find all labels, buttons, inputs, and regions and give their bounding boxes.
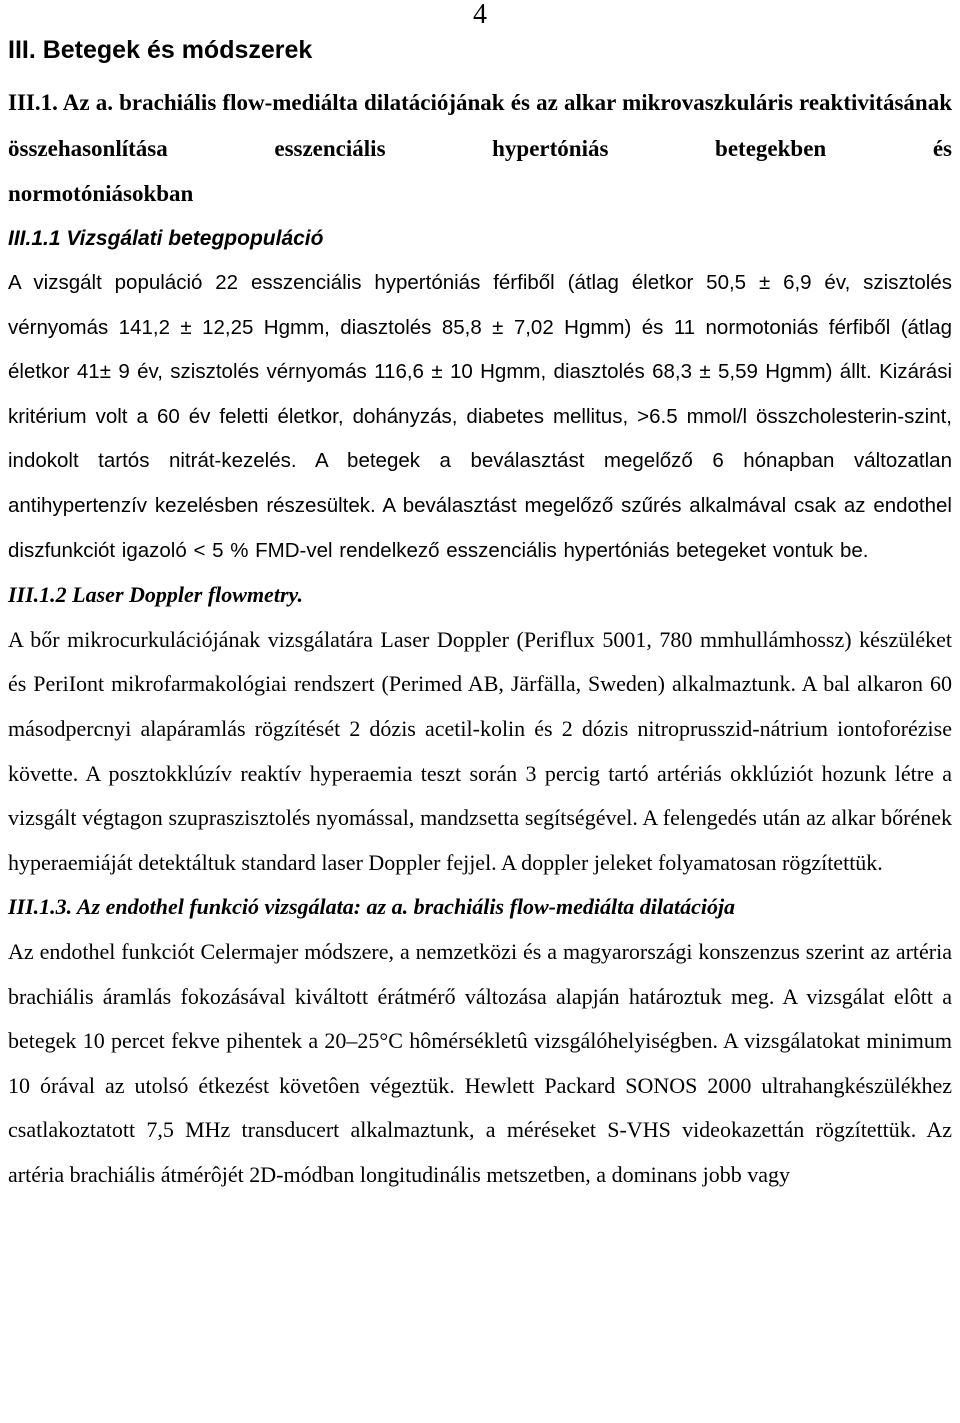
body-text xyxy=(8,80,952,1198)
paragraph-laser-doppler: A bőr mikrocurkulációjának vizsgálatára Laser Doppler (Periflux 5001, 780 mmhullámhossz) készüléket és PeriIont mikrofarmakológiai rendszert (Perimed AB, Järfälla, Sweden) alkalmaztunk. A bal alkaron 60 másodpercnyi alapáramlás rögzítését 2 dózis acetil-kolin és 2 dózis nitroprusszid-nátrium iontoforézise követte. A posztokklúzív reaktív hyperaemia teszt során 3 percig tartó artériás okklúziót hozunk létre a vizsgált végtagon szupraszisztolés nyomással, mandzsetta segítségével. A felengedés után az alkar bőrének hyperaemiáját detektáltuk standard laser Doppler fejjel. A doppler jeleket folyamatosan rögzítettük. xyxy=(8,626,952,875)
subsection-title-main: III.1. Az a. brachiális flow-mediálta dilatációjának és az alkar mikrovaszkuláris reaktivitásának összehasonlítása esszenciális hypertóniás betegekben és xyxy=(8,90,952,161)
subsection-title-last: normotóniásokban xyxy=(8,181,194,206)
paragraph-endothel-function: Az endothel funkciót Celermajer módszere, a nemzetközi és a magyarországi konszenzus szerint az artéria brachiális áramlás fokozásával kiváltott érátmérő változása alapján határoztuk meg. A vizsgálat elôtt a betegek 10 percet fekve pihentek a 20–25°C hômérsékletû vizsgálóhelyiségben. A vizsgálatokat minimum 10 órával az utolsó étkezést követôen végeztük. Hewlett Packard SONOS 2000 ultrahangkészülékhez csatlakoztatott 7,5 MHz transducert alkalmaztunk, a méréseket S-VHS videokazettán rögzítettük. Az artéria brachiális átmérôjét 2D-módban longitudinális metszetben, a dominans jobb vagy xyxy=(8,939,952,1187)
section-heading: III. Betegek és módszerek xyxy=(8,36,313,64)
paragraph-study-population xyxy=(8,261,952,573)
paragraph-study-population-part1: A vizsgált populáció 22 esszenciális hypertóniás férfiből (átlag életkor 50,5 ± 6,9 év, szisztolés vérnyomás 141,2 ± 12,25 Hgmm, diasztolés 85,8 ± 7,02 Hgmm) és 11 normotoniás férfiből (átlag életkor 41± 9 év, szisztolés vérnyomás 116,6 ± 10 Hgmm, diasztolés 68,3 ± 5,59 Hgmm) állt. xyxy=(8,271,952,384)
page-number: 4 xyxy=(473,0,487,30)
paragraph-study-population-part2: Kizárási kritérium volt a 60 év feletti életkor, dohányzás, diabetes mellitus, >6.5 mmol/l összcholesterin-szint, indokolt tartós nitrát-kezelés. A betegek a beválasztást megelőző 6 hónapban változatlan antihypertenzív kezelésben részesültek. A beválasztást megelőző szűrés alkalmával csak az endothel diszfunkciót igazoló < 5 % FMD-vel rendelkező esszenciális hypertóniás betegeket vontuk be. xyxy=(8,360,953,562)
heading-study-population: III.1.1 Vizsgálati betegpopuláció xyxy=(8,226,324,250)
heading-laser-doppler: III.1.2 Laser Doppler flowmetry. xyxy=(8,582,303,608)
heading-endothel-function: III.1.3. Az endothel funkció vizsgálata: az a. brachiális flow-mediálta dilatációja xyxy=(8,894,736,920)
subsection-title xyxy=(8,80,952,217)
